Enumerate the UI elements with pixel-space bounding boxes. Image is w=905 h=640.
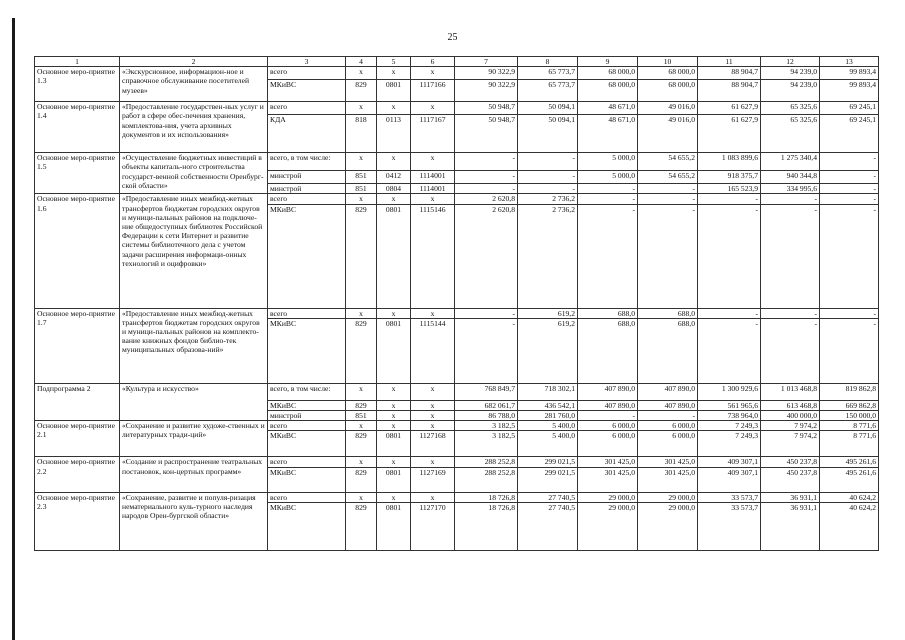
- agency-cell: всего, в том числе:: [268, 153, 346, 171]
- amount-cell: -: [638, 184, 698, 194]
- amount-cell: -: [820, 308, 879, 318]
- agency-cell: минстрой: [268, 184, 346, 194]
- amount-cell: 88 904,7: [698, 67, 761, 80]
- code-cell: x: [411, 383, 455, 400]
- column-header: 10: [638, 57, 698, 67]
- agency-cell: МКиВС: [268, 318, 346, 383]
- amount-cell: -: [638, 194, 698, 204]
- amount-cell: 718 302,1: [518, 383, 578, 400]
- amount-cell: -: [820, 171, 879, 184]
- amount-cell: 29 000,0: [638, 502, 698, 550]
- code-cell: x: [377, 421, 411, 431]
- amount-cell: -: [761, 194, 820, 204]
- code-cell: x: [346, 421, 377, 431]
- code-cell: 0113: [377, 115, 411, 153]
- agency-cell: МКиВС: [268, 400, 346, 410]
- program-cell: Основное меро-приятие 1.7: [35, 308, 120, 383]
- amount-cell: 8 771,6: [820, 421, 879, 431]
- code-cell: 0801: [377, 80, 411, 102]
- amount-cell: 2 620,8: [455, 204, 518, 308]
- code-cell: 1127168: [411, 431, 455, 457]
- amount-cell: 69 245,1: [820, 102, 879, 115]
- amount-cell: 29 000,0: [638, 492, 698, 502]
- amount-cell: 65 325,6: [761, 115, 820, 153]
- amount-cell: -: [455, 318, 518, 383]
- amount-cell: 27 740,5: [518, 502, 578, 550]
- amount-cell: -: [638, 411, 698, 421]
- amount-cell: -: [578, 204, 638, 308]
- amount-cell: 49 016,0: [638, 115, 698, 153]
- code-cell: x: [346, 308, 377, 318]
- code-cell: x: [411, 457, 455, 467]
- amount-cell: 90 322,9: [455, 67, 518, 80]
- amount-cell: 54 655,2: [638, 171, 698, 184]
- code-cell: x: [346, 383, 377, 400]
- code-cell: x: [411, 194, 455, 204]
- amount-cell: 99 893,4: [820, 80, 879, 102]
- amount-cell: 301 425,0: [578, 457, 638, 467]
- amount-cell: 99 893,4: [820, 67, 879, 80]
- amount-cell: 407 890,0: [578, 400, 638, 410]
- amount-cell: -: [638, 204, 698, 308]
- amount-cell: 94 239,0: [761, 80, 820, 102]
- code-cell: x: [411, 492, 455, 502]
- code-cell: x: [377, 400, 411, 410]
- amount-cell: -: [455, 171, 518, 184]
- table-row: [35, 492, 879, 502]
- amount-cell: 90 322,9: [455, 80, 518, 102]
- amount-cell: 688,0: [578, 308, 638, 318]
- amount-cell: 436 542,1: [518, 400, 578, 410]
- amount-cell: 669 862,8: [820, 400, 879, 410]
- amount-cell: 495 261,6: [820, 457, 879, 467]
- amount-cell: -: [518, 153, 578, 171]
- agency-cell: МКиВС: [268, 80, 346, 102]
- agency-cell: всего: [268, 457, 346, 467]
- page-number: 25: [447, 32, 458, 43]
- amount-cell: 619,2: [518, 318, 578, 383]
- activity-name-cell: «Экскурсионное, информацион-ное и справочное обслуживание посетителей музеев»: [120, 67, 268, 102]
- amount-cell: -: [455, 308, 518, 318]
- program-cell: Основное меро-приятие 1.4: [35, 102, 120, 153]
- amount-cell: 409 307,1: [698, 467, 761, 492]
- column-header: 9: [578, 57, 638, 67]
- code-cell: 829: [346, 204, 377, 308]
- amount-cell: -: [761, 318, 820, 383]
- amount-cell: 33 573,7: [698, 502, 761, 550]
- amount-cell: 61 627,9: [698, 115, 761, 153]
- code-cell: x: [346, 457, 377, 467]
- code-cell: 0801: [377, 502, 411, 550]
- amount-cell: 18 726,8: [455, 502, 518, 550]
- amount-cell: 18 726,8: [455, 492, 518, 502]
- amount-cell: 6 000,0: [578, 431, 638, 457]
- amount-cell: 68 000,0: [638, 67, 698, 80]
- agency-cell: КДА: [268, 115, 346, 153]
- activity-name-cell: «Сохранение и развитие художе-ственных и литературных тради-ций»: [120, 421, 268, 457]
- amount-cell: -: [578, 184, 638, 194]
- column-header: 12: [761, 57, 820, 67]
- table-row: [35, 457, 879, 467]
- amount-cell: -: [820, 153, 879, 171]
- code-cell: 818: [346, 115, 377, 153]
- table-row: [35, 102, 879, 115]
- code-cell: 1114001: [411, 171, 455, 184]
- amount-cell: -: [698, 318, 761, 383]
- amount-cell: 407 890,0: [638, 383, 698, 400]
- table-row: [35, 67, 879, 80]
- amount-cell: -: [820, 194, 879, 204]
- code-cell: x: [411, 308, 455, 318]
- amount-cell: 407 890,0: [578, 383, 638, 400]
- code-cell: 0801: [377, 431, 411, 457]
- amount-cell: 288 252,8: [455, 467, 518, 492]
- amount-cell: 688,0: [578, 318, 638, 383]
- code-cell: x: [411, 421, 455, 431]
- amount-cell: 3 182,5: [455, 421, 518, 431]
- amount-cell: 150 000,0: [820, 411, 879, 421]
- column-header: 3: [268, 57, 346, 67]
- amount-cell: 68 000,0: [578, 80, 638, 102]
- code-cell: 0804: [377, 184, 411, 194]
- code-cell: x: [346, 194, 377, 204]
- amount-cell: 50 094,1: [518, 115, 578, 153]
- code-cell: x: [346, 67, 377, 80]
- table-row: [35, 308, 879, 318]
- amount-cell: 33 573,7: [698, 492, 761, 502]
- amount-cell: -: [455, 153, 518, 171]
- amount-cell: 450 237,8: [761, 467, 820, 492]
- amount-cell: 1 013 468,8: [761, 383, 820, 400]
- amount-cell: -: [455, 184, 518, 194]
- amount-cell: 2 620,8: [455, 194, 518, 204]
- activity-name-cell: «Предоставление иных межбюд-жетных трансфертов бюджетам городских округов и муници-пальных районов на комплекто-вание книжных фондов библио-тек муниципальных образова-ний»: [120, 308, 268, 383]
- code-cell: x: [411, 153, 455, 171]
- activity-name-cell: «Осуществление бюджетных инвестиций в объекты капиталь-ного строительства государст-венной собственности Оренбург-ской области»: [120, 153, 268, 194]
- code-cell: x: [411, 411, 455, 421]
- amount-cell: 6 000,0: [638, 421, 698, 431]
- amount-cell: 68 000,0: [638, 80, 698, 102]
- activity-name-cell: «Культура и искусство»: [120, 383, 268, 420]
- scan-edge-bar: [12, 18, 15, 640]
- table-row: [35, 383, 879, 400]
- amount-cell: -: [578, 194, 638, 204]
- column-header: 7: [455, 57, 518, 67]
- amount-cell: 65 773,7: [518, 80, 578, 102]
- agency-cell: всего: [268, 194, 346, 204]
- amount-cell: 5 400,0: [518, 421, 578, 431]
- agency-cell: всего: [268, 308, 346, 318]
- code-cell: 1115146: [411, 204, 455, 308]
- code-cell: x: [346, 492, 377, 502]
- code-cell: 851: [346, 171, 377, 184]
- amount-cell: 619,2: [518, 308, 578, 318]
- code-cell: 829: [346, 318, 377, 383]
- code-cell: x: [411, 67, 455, 80]
- activity-name-cell: «Предоставление иных межбюд-жетных трансфертов бюджетам городских округов и муници-пальных районов на подключе-ние общедоступных библиотек Российской Федерации к сети Интернет и развитие системы библиотечного дела с учетом задачи расширения информаци-онных технологий и оцифровки»: [120, 194, 268, 308]
- column-header: 4: [346, 57, 377, 67]
- code-cell: x: [411, 102, 455, 115]
- amount-cell: 5 400,0: [518, 431, 578, 457]
- code-cell: 1114001: [411, 184, 455, 194]
- code-cell: 829: [346, 467, 377, 492]
- amount-cell: 819 862,8: [820, 383, 879, 400]
- code-cell: x: [377, 102, 411, 115]
- code-cell: x: [377, 383, 411, 400]
- amount-cell: 50 094,1: [518, 102, 578, 115]
- code-cell: 829: [346, 80, 377, 102]
- amount-cell: 69 245,1: [820, 115, 879, 153]
- amount-cell: -: [518, 171, 578, 184]
- amount-cell: 613 468,8: [761, 400, 820, 410]
- agency-cell: МКиВС: [268, 467, 346, 492]
- table-header-row: [35, 57, 879, 67]
- code-cell: x: [377, 153, 411, 171]
- code-cell: 1117167: [411, 115, 455, 153]
- code-cell: 851: [346, 411, 377, 421]
- amount-cell: 940 344,8: [761, 171, 820, 184]
- amount-cell: 65 773,7: [518, 67, 578, 80]
- program-cell: Основное меро-приятие 1.3: [35, 67, 120, 102]
- column-header: 6: [411, 57, 455, 67]
- agency-cell: всего: [268, 67, 346, 80]
- code-cell: 1115144: [411, 318, 455, 383]
- amount-cell: -: [518, 184, 578, 194]
- amount-cell: 54 655,2: [638, 153, 698, 171]
- amount-cell: 86 788,0: [455, 411, 518, 421]
- code-cell: x: [346, 153, 377, 171]
- amount-cell: 688,0: [638, 308, 698, 318]
- amount-cell: 8 771,6: [820, 431, 879, 457]
- amount-cell: -: [761, 308, 820, 318]
- amount-cell: 2 736,2: [518, 194, 578, 204]
- amount-cell: -: [820, 318, 879, 383]
- agency-cell: всего: [268, 492, 346, 502]
- amount-cell: 2 736,2: [518, 204, 578, 308]
- amount-cell: 40 624,2: [820, 502, 879, 550]
- amount-cell: 5 000,0: [578, 153, 638, 171]
- activity-name-cell: «Создание и распространение театральных постановок, кон-цертных программ»: [120, 457, 268, 492]
- amount-cell: 29 000,0: [578, 492, 638, 502]
- amount-cell: 299 021,5: [518, 467, 578, 492]
- amount-cell: 688,0: [638, 318, 698, 383]
- code-cell: 0412: [377, 171, 411, 184]
- amount-cell: 165 523,9: [698, 184, 761, 194]
- agency-cell: всего, в том числе:: [268, 383, 346, 400]
- amount-cell: 49 016,0: [638, 102, 698, 115]
- code-cell: x: [377, 492, 411, 502]
- amount-cell: 738 964,0: [698, 411, 761, 421]
- code-cell: 0801: [377, 467, 411, 492]
- amount-cell: -: [820, 204, 879, 308]
- amount-cell: 334 995,6: [761, 184, 820, 194]
- amount-cell: 5 000,0: [578, 171, 638, 184]
- amount-cell: 1 083 899,6: [698, 153, 761, 171]
- agency-cell: всего: [268, 421, 346, 431]
- code-cell: 829: [346, 400, 377, 410]
- amount-cell: -: [698, 194, 761, 204]
- amount-cell: 94 239,0: [761, 67, 820, 80]
- table-row: [35, 194, 879, 204]
- code-cell: 829: [346, 502, 377, 550]
- column-header: 11: [698, 57, 761, 67]
- program-cell: Основное меро-приятие 2.3: [35, 492, 120, 550]
- program-cell: Основное меро-приятие 2.2: [35, 457, 120, 492]
- code-cell: 1127169: [411, 467, 455, 492]
- amount-cell: 299 021,5: [518, 457, 578, 467]
- amount-cell: 50 948,7: [455, 115, 518, 153]
- agency-cell: всего: [268, 102, 346, 115]
- code-cell: 851: [346, 184, 377, 194]
- amount-cell: 6 000,0: [578, 421, 638, 431]
- code-cell: 1117166: [411, 80, 455, 102]
- amount-cell: 68 000,0: [578, 67, 638, 80]
- amount-cell: 682 061,7: [455, 400, 518, 410]
- amount-cell: 27 740,5: [518, 492, 578, 502]
- code-cell: x: [411, 400, 455, 410]
- amount-cell: -: [761, 204, 820, 308]
- amount-cell: 301 425,0: [638, 467, 698, 492]
- amount-cell: 918 375,7: [698, 171, 761, 184]
- amount-cell: 7 974,2: [761, 421, 820, 431]
- amount-cell: 61 627,9: [698, 102, 761, 115]
- column-header: 8: [518, 57, 578, 67]
- amount-cell: -: [820, 184, 879, 194]
- amount-cell: 48 671,0: [578, 115, 638, 153]
- amount-cell: -: [578, 411, 638, 421]
- amount-cell: 65 325,6: [761, 102, 820, 115]
- amount-cell: -: [698, 308, 761, 318]
- agency-cell: МКиВС: [268, 204, 346, 308]
- amount-cell: 495 261,6: [820, 467, 879, 492]
- code-cell: x: [377, 457, 411, 467]
- agency-cell: МКиВС: [268, 431, 346, 457]
- agency-cell: минстрой: [268, 171, 346, 184]
- code-cell: x: [377, 308, 411, 318]
- code-cell: 1127170: [411, 502, 455, 550]
- table-row: [35, 153, 879, 171]
- amount-cell: 50 948,7: [455, 102, 518, 115]
- amount-cell: 768 849,7: [455, 383, 518, 400]
- code-cell: x: [346, 102, 377, 115]
- amount-cell: 407 890,0: [638, 400, 698, 410]
- amount-cell: 36 931,1: [761, 492, 820, 502]
- amount-cell: 7 249,3: [698, 421, 761, 431]
- amount-cell: 40 624,2: [820, 492, 879, 502]
- amount-cell: 281 760,0: [518, 411, 578, 421]
- agency-cell: минстрой: [268, 411, 346, 421]
- program-cell: Основное меро-приятие 1.6: [35, 194, 120, 308]
- code-cell: x: [377, 194, 411, 204]
- program-cell: Основное меро-приятие 1.5: [35, 153, 120, 194]
- amount-cell: 48 671,0: [578, 102, 638, 115]
- program-cell: Основное меро-приятие 2.1: [35, 421, 120, 457]
- amount-cell: 29 000,0: [578, 502, 638, 550]
- column-header: 1: [35, 57, 120, 67]
- code-cell: 0801: [377, 204, 411, 308]
- amount-cell: 6 000,0: [638, 431, 698, 457]
- column-header: 5: [377, 57, 411, 67]
- amount-cell: 88 904,7: [698, 80, 761, 102]
- amount-cell: 36 931,1: [761, 502, 820, 550]
- amount-cell: 7 249,3: [698, 431, 761, 457]
- amount-cell: 1 300 929,6: [698, 383, 761, 400]
- amount-cell: 301 425,0: [638, 457, 698, 467]
- amount-cell: 288 252,8: [455, 457, 518, 467]
- amount-cell: 561 965,6: [698, 400, 761, 410]
- activity-name-cell: «Предоставление государствен-ных услуг и работ в сфере обес-печения хранения, комплектова-ния, учета архивных документов и их использования»: [120, 102, 268, 153]
- amount-cell: 450 237,8: [761, 457, 820, 467]
- amount-cell: 400 000,0: [761, 411, 820, 421]
- code-cell: x: [377, 67, 411, 80]
- column-header: 13: [820, 57, 879, 67]
- amount-cell: 1 275 340,4: [761, 153, 820, 171]
- amount-cell: 409 307,1: [698, 457, 761, 467]
- amount-cell: 7 974,2: [761, 431, 820, 457]
- program-cell: Подпрограмма 2: [35, 383, 120, 420]
- code-cell: 0801: [377, 318, 411, 383]
- amount-cell: 301 425,0: [578, 467, 638, 492]
- table-row: [35, 421, 879, 431]
- code-cell: 829: [346, 431, 377, 457]
- agency-cell: МКиВС: [268, 502, 346, 550]
- amount-cell: 3 182,5: [455, 431, 518, 457]
- budget-table: [34, 56, 879, 551]
- column-header: 2: [120, 57, 268, 67]
- code-cell: x: [377, 411, 411, 421]
- amount-cell: -: [698, 204, 761, 308]
- activity-name-cell: «Сохранение, развитие и популя-ризация нематериального куль-турного наследия народов Орен-бургской области»: [120, 492, 268, 550]
